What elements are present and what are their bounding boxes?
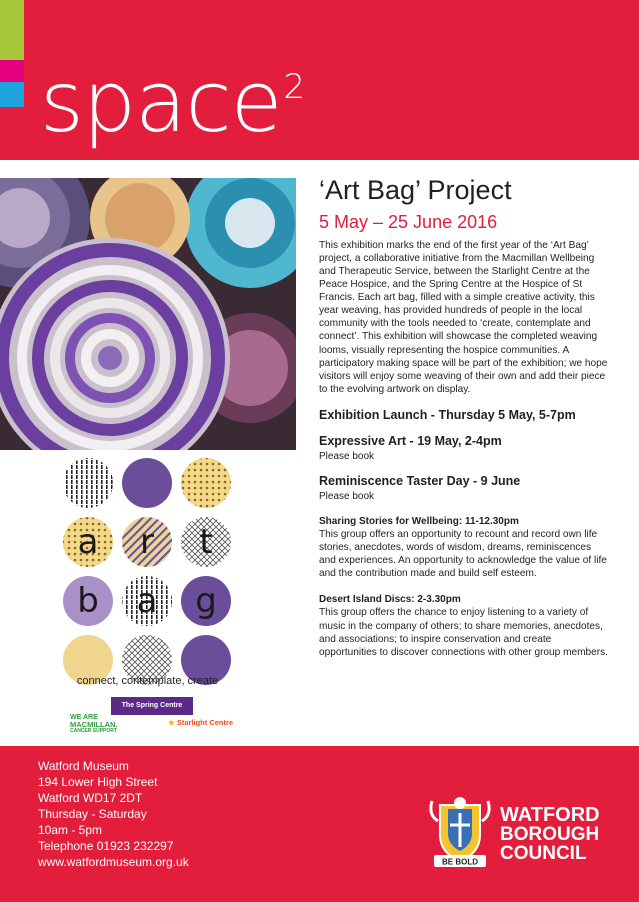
venue-street: 194 Lower High Street <box>38 775 158 789</box>
artbag-letter: a <box>77 522 99 562</box>
artbag-letter: b <box>77 581 99 621</box>
council-name-line3: COUNCIL <box>500 843 587 864</box>
sharing-stories-text: This group offers an opportunity to recount and record own life stories, anecdotes, words of wisdom, dreams, reminiscences and experiences. An opportunity to acknowledge the value of life and the contribution made and build self esteem. <box>319 529 607 580</box>
desert-island-discs-text: This group offers the chance to enjoy listening to a variety of music in the company of others; to share memories, anecdotes, and associations; to inspire conservation and create opportunities to discover connections with other group members. <box>319 607 608 658</box>
opening-days: Thursday - Saturday <box>38 807 147 821</box>
artbag-circle <box>122 458 172 508</box>
macmillan-line3: CANCER SUPPORT <box>70 727 117 734</box>
art-bag-logo <box>60 455 235 695</box>
event-exhibition-launch: Exhibition Launch - Thursday 5 May, 5-7pm <box>319 408 576 422</box>
space2-logo: space$^2$ <box>40 53 305 151</box>
artbag-circle <box>181 458 231 508</box>
watford-borough-council-logo <box>500 806 600 863</box>
venue-website[interactable]: www.watfordmuseum.org.uk <box>38 855 189 869</box>
macmillan-line2: MACMILLAN. <box>70 720 118 729</box>
sharing-stories-title: Sharing Stories for Wellbeing: 11-12.30pm <box>319 516 519 527</box>
council-name-line1: WATFORD <box>500 804 600 826</box>
opening-hours: 10am - 5pm <box>38 823 103 837</box>
artbag-letter: r <box>140 522 154 562</box>
weaving-illustration <box>0 178 296 450</box>
expressive-art-booking-note: Please book <box>319 451 375 462</box>
venue-town: Watford WD17 2DT <box>38 791 143 805</box>
reminiscence-booking-note: Please book <box>319 491 375 502</box>
color-strip-magenta <box>0 60 24 82</box>
venue-address <box>38 758 189 870</box>
macmillan-line1: WE ARE <box>70 714 98 721</box>
event-reminiscence-taster-day: Reminiscence Taster Day - 9 June <box>319 474 521 488</box>
artbag-letter: a <box>136 581 158 621</box>
starlight-centre-logo <box>168 718 233 727</box>
color-strip-green <box>0 0 24 60</box>
color-strip-blue <box>0 82 24 107</box>
weaving-photo <box>0 178 296 450</box>
venue-phone: Telephone 01923 232297 <box>38 839 174 853</box>
desert-island-discs-title: Desert Island Discs: 2-3.30pm <box>319 594 461 606</box>
spring-centre-logo: The Spring Centre <box>111 697 193 715</box>
artbag-letter: t <box>199 522 213 562</box>
intro-paragraph: This exhibition marks the end of the first year of the ‘Art Bag’ project, a collaborative initiative from the Macmillan Wellbeing and Therapeutic Service, between the Starlight Centre at the Peace Hospice, and the Spring Centre at the Hospice of St Francis. Each art bag, filled with a simple creative activity, this year weaving, has provided hundreds of people in the local community with the tools needed to ‘create, contemplate and connect’. This exhibition will showcase the completed weaving looms, visually representing the hospice communities. A participatory making space will be part of the exhibition; we hope visitors will enjoy some weaving of their own and add their piece to the evolving artwork on display. <box>319 239 608 395</box>
event-expressive-art: Expressive Art - 19 May, 2-4pm <box>319 434 502 448</box>
macmillan-logo <box>70 714 118 734</box>
exhibition-dates: 5 May – 25 June 2016 <box>319 211 498 232</box>
header-banner <box>0 0 639 160</box>
artbag-letter: g <box>195 581 217 621</box>
artbag-circle <box>63 458 113 508</box>
article <box>319 176 609 659</box>
article-title: ‘Art Bag’ Project <box>319 175 512 205</box>
council-name-line2: BOROUGH <box>500 824 600 845</box>
starlight-label: Starlight Centre <box>176 718 234 727</box>
venue-name: Watford Museum <box>38 759 129 773</box>
council-crest-icon <box>428 795 492 869</box>
artbag-tagline: connect, contemplate, create <box>76 675 219 687</box>
star-icon: ★ <box>168 718 175 727</box>
council-motto: BE BOLD <box>442 857 478 867</box>
